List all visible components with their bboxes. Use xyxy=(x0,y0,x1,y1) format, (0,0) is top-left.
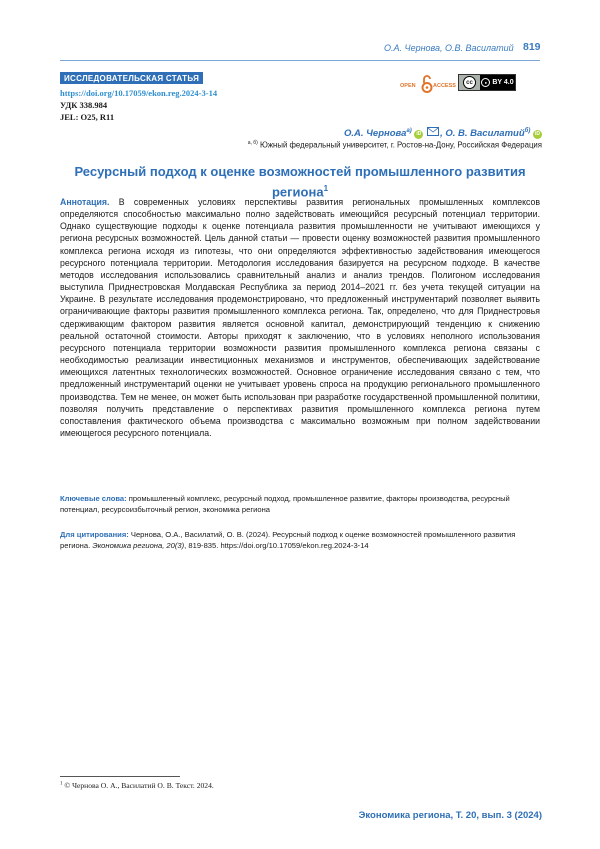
header-divider xyxy=(60,60,540,61)
citation-text: Чернова, О.А., Василатий, О. В. (2024). Ресурсный подход к оценке возможностей промышленного развития региона. xyxy=(60,530,516,550)
citation-pages-doi[interactable]: , 819-835. https://doi.org/10.17059/ekon.reg.2024-3-14 xyxy=(184,541,369,550)
author-1-name[interactable]: О.А. Чернова xyxy=(344,128,407,139)
cc-license-badge[interactable] xyxy=(458,74,516,91)
abstract-label: Аннотация. xyxy=(60,197,110,207)
author-2-sup: б) xyxy=(524,127,531,134)
abstract-text: В современных условиях перспективы развития региональных промышленных комплексов определяются способностью максимально полно задействовать имеющийся ресурсный потенциал территории. Однако существующие подходы к оценке потенциала развития промышленности не учитывают имеющихся у региона ресурсных возможностей. Цель данной статьи — провести оценку возможностей развития промышленного комплекса региона исходя из гипотезы, что они определяются эффективностью задействования имеющегося ресурсного потенциала территории. Методология исследования базируется на ресурсном подходе. В качестве методов исследования использовались сравнительный анализ и анализ трендов. Полигоном исследования выступила Приднестровская Молдавская Республика за период 2014–2021 гг. без учета текущей ситуации на Украине. В результате исследования продемонстрировано, что предложенный инструментарий позволяет выявить ограничивающие факторы развития промышленного комплекса региона. Так, определено, что для Приднестровья сдерживающим фактором развития является основной капитал, демонстрирующий тенденцию к снижению реальной остаточной стоимости. Авторы приходят к заключению, что в условиях неполного использования ресурсного потенциала территории возможности развития промышленного комплекса региона связаны с необходимостью реализации инвестиционных механизмов и инструментов, обеспечивающих задействование имеющихся латентных технологических возможностей. Основное ограничение исследования связано с тем, что предложенный инструментарий оценки не учитывает уровень спроса на продукцию регионального промышленного производства. Тем не менее, он может быть использован при разработке государственной промышленной политики, позволяя получить представление о перспективах развития промышленного комплекса региона путем сопоставления фактического объема производства с максимально возможным при полном задействовании имеющегося ресурсного потенциала. xyxy=(60,197,540,438)
cc-attribution-icon: ● xyxy=(481,78,490,87)
author-1-sup: а) xyxy=(406,127,412,134)
open-access-lock-icon xyxy=(421,74,433,94)
keywords xyxy=(60,493,540,515)
affiliation-text: Южный федеральный университет, г. Ростов-на-Дону, Российская Федерация xyxy=(259,140,542,150)
open-access-right: ACCESS xyxy=(433,83,456,89)
footnote-divider xyxy=(60,776,180,777)
cc-by-block xyxy=(480,75,515,90)
footnote-mark: 1 xyxy=(60,781,63,787)
article-title-text: Ресурсный подход к оценке возможностей промышленного развития региона xyxy=(74,164,526,200)
cc-license-text: BY 4.0 xyxy=(492,79,514,86)
orcid-icon[interactable]: iD xyxy=(535,131,540,137)
section-badge: ИССЛЕДОВАТЕЛЬСКАЯ СТАТЬЯ xyxy=(60,72,203,84)
journal-footer: Экономика региона, Т. 20, вып. 3 (2024) xyxy=(358,810,542,821)
affiliation xyxy=(248,140,542,150)
email-icon[interactable] xyxy=(427,127,439,136)
abstract xyxy=(60,196,540,439)
footnote xyxy=(60,781,214,790)
title-footnote-mark[interactable]: 1 xyxy=(323,184,329,193)
keywords-text: промышленный комплекс, ресурсный подход, промышленное развитие, факторы производства, ресурсный потенциал, ресурсоизбыточный регион, экономика региона xyxy=(60,494,510,514)
author-2-name[interactable]: , О. В. Василатий xyxy=(440,128,525,139)
citation xyxy=(60,529,540,551)
doi-link[interactable]: https://doi.org/10.17059/ekon.reg.2024-3-14 xyxy=(60,88,218,98)
footnote-text: © Чернова О. А., Василатий О. В. Текст. 2024. xyxy=(62,781,214,790)
page-number: 819 xyxy=(523,41,541,53)
authors-line xyxy=(344,127,542,139)
cc-icon: cc xyxy=(463,76,476,89)
open-access-left: OPEN xyxy=(400,83,416,89)
affiliation-sup: а, б) xyxy=(247,140,258,146)
running-header-authors: О.А. Чернова, О.В. Василатий xyxy=(384,43,514,53)
udk-code: УДК 338.984 xyxy=(60,100,108,110)
jel-code: JEL: O25, R11 xyxy=(60,112,115,122)
citation-journal: Экономика региона, 20(3) xyxy=(92,541,185,550)
keywords-label: Ключевые слова: xyxy=(60,494,127,503)
orcid-icon[interactable]: iD xyxy=(416,131,422,137)
open-access-logo xyxy=(400,72,456,94)
cc-logo xyxy=(459,75,480,90)
article-title xyxy=(60,163,540,200)
citation-label: Для цитирования: xyxy=(60,530,129,539)
